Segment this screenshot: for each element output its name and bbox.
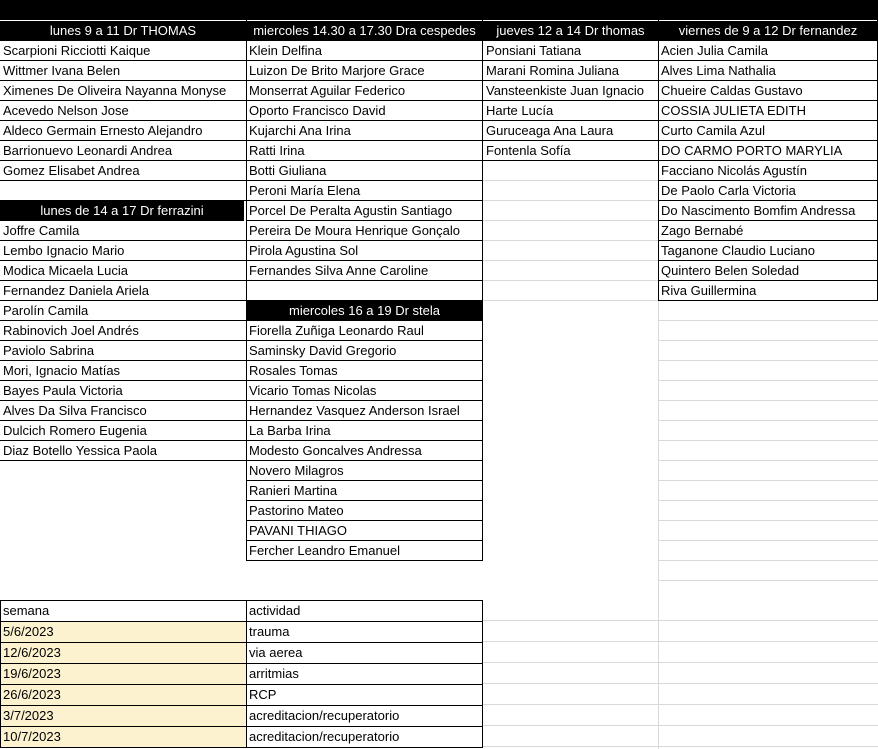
student-cell[interactable]: Kujarchi Ana Irina [246,121,483,141]
grid-line [483,641,878,642]
student-cell[interactable]: Fercher Leandro Emanuel [246,541,483,561]
student-cell[interactable]: Fontenla Sofía [483,141,658,161]
student-cell[interactable]: Ponsiani Tatiana [483,41,658,61]
grid-line [658,320,878,321]
student-cell[interactable]: Acevedo Nelson Jose [0,101,246,121]
schedule-activity-cell[interactable]: acreditacion/recuperatorio [246,706,483,727]
schedule-date-cell[interactable]: 5/6/2023 [0,622,246,643]
column-divider [658,20,659,300]
student-cell[interactable]: DO CARMO PORTO MARYLIA [658,141,878,161]
student-cell[interactable]: Luizon De Brito Marjore Grace [246,61,483,81]
student-cell[interactable]: COSSIA JULIETA EDITH [658,101,878,121]
grid-line [658,360,878,361]
student-cell[interactable]: Marani Romina Juliana [483,61,658,81]
student-cell[interactable]: Rabinovich Joel Andrés [0,321,246,341]
student-cell[interactable]: Diaz Botello Yessica Paola [0,441,246,461]
grid-line [658,440,878,441]
empty-cell[interactable] [246,281,483,301]
grid-line [658,540,878,541]
column-divider [246,20,247,561]
student-cell[interactable]: Dulcich Romero Eugenia [0,421,246,441]
top-black-band [0,0,878,20]
schedule-date-cell[interactable]: 3/7/2023 [0,706,246,727]
grid-line [658,380,878,381]
grid-line [658,480,878,481]
schedule-activity-cell[interactable]: trauma [246,622,483,643]
grid-line [483,200,658,201]
grid-line-vertical [658,300,659,749]
grid-line [658,580,878,581]
grid-line [658,520,878,521]
student-cell[interactable]: Wittmer Ivana Belen [0,61,246,81]
student-cell[interactable]: Saminsky David Gregorio [246,341,483,361]
grid-line [483,746,878,747]
schedule-activity-cell[interactable]: arritmias [246,664,483,685]
grid-line [658,420,878,421]
student-cell[interactable]: Alves Da Silva Francisco [0,401,246,421]
schedule-date-cell[interactable]: 10/7/2023 [0,727,246,748]
grid-line [658,400,878,401]
student-cell[interactable]: Harte Lucía [483,101,658,121]
grid-line [483,704,878,705]
grid-line [483,220,658,221]
student-cell[interactable]: Ximenes De Oliveira Nayanna Monyse [0,81,246,101]
schedule-activity-cell[interactable]: RCP [246,685,483,706]
student-cell[interactable]: Pastorino Mateo [246,501,483,521]
student-cell[interactable]: Acien Julia Camila [658,41,878,61]
student-cell[interactable]: Ranieri Martina [246,481,483,501]
student-cell[interactable]: Facciano Nicolás Agustín [658,161,878,181]
student-cell[interactable]: PAVANI THIAGO [246,521,483,541]
student-cell[interactable]: Hernandez Vasquez Anderson Israel [246,401,483,421]
student-cell[interactable]: Barrionuevo Leonardi Andrea [0,141,246,161]
student-cell[interactable]: Zago Bernabé [658,221,878,241]
student-cell[interactable]: Do Nascimento Bomfim Andressa [658,201,878,221]
student-cell[interactable]: Porcel De Peralta Agustin Santiago [246,201,483,221]
grid-line [483,683,878,684]
group-header: miercoles 14.30 a 17.30 Dra cespedes [246,21,483,41]
schedule-date-cell[interactable]: 26/6/2023 [0,685,246,706]
schedule-date-cell[interactable]: 12/6/2023 [0,643,246,664]
student-cell[interactable]: Novero Milagros [246,461,483,481]
student-cell[interactable]: Ratti Irina [246,141,483,161]
grid-line [658,340,878,341]
schedule-header-week: semana [0,601,246,622]
student-cell[interactable]: Paviolo Sabrina [0,341,246,361]
student-cell[interactable]: Peroni María Elena [246,181,483,201]
student-cell[interactable]: Riva Guillermina [658,281,878,301]
schedule-date-cell[interactable]: 19/6/2023 [0,664,246,685]
student-cell[interactable]: Chueire Caldas Gustavo [658,81,878,101]
student-cell[interactable]: Botti Giuliana [246,161,483,181]
student-cell[interactable]: Taganone Claudio Luciano [658,241,878,261]
group-header: jueves 12 a 14 Dr thomas [483,21,658,41]
student-cell[interactable]: Pirola Agustina Sol [246,241,483,261]
grid-line [483,240,658,241]
grid-line [483,300,658,301]
student-cell[interactable]: Curto Camila Azul [658,121,878,141]
student-cell[interactable]: Parolín Camila [0,301,246,321]
student-cell[interactable]: Joffre Camila [0,221,246,241]
grid-line [483,662,878,663]
group-header: lunes de 14 a 17 Dr ferrazini [0,201,244,221]
schedule-header-activity: actividad [246,601,483,622]
student-cell[interactable]: Fernandes Silva Anne Caroline [246,261,483,281]
schedule-left-border [0,600,1,748]
student-cell[interactable]: De Paolo Carla Victoria [658,181,878,201]
grid-line [483,180,658,181]
student-cell[interactable]: Fiorella Zuñiga Leonardo Raul [246,321,483,341]
student-cell[interactable]: Bayes Paula Victoria [0,381,246,401]
student-cell[interactable]: Modica Micaela Lucia [0,261,246,281]
schedule-activity-cell[interactable]: acreditacion/recuperatorio [246,727,483,748]
student-cell[interactable]: Pereira De Moura Henrique Gonçalo [246,221,483,241]
grid-line [658,500,878,501]
student-cell[interactable]: Alves Lima Nathalia [658,61,878,81]
student-cell[interactable]: Fernandez Daniela Ariela [0,281,246,301]
schedule-divider [246,600,247,748]
student-cell[interactable]: Gomez Elisabet Andrea [0,161,246,181]
grid-line [483,620,878,621]
schedule-divider [482,600,483,748]
student-cell[interactable]: Mori, Ignacio Matías [0,361,246,381]
grid-line [658,560,878,561]
student-cell[interactable]: Vicario Tomas Nicolas [246,381,483,401]
group-header: lunes 9 a 11 Dr THOMAS [0,21,246,41]
empty-cell[interactable] [0,181,246,201]
student-cell[interactable]: La Barba Irina [246,421,483,441]
student-cell[interactable]: Klein Delfina [246,41,483,61]
grid-line [483,725,878,726]
student-cell[interactable]: Guruceaga Ana Laura [483,121,658,141]
student-cell[interactable]: Aldeco Germain Ernesto Alejandro [0,121,246,141]
student-cell[interactable]: Oporto Francisco David [246,101,483,121]
grid-line [658,460,878,461]
student-cell[interactable]: Modesto Goncalves Andressa [246,441,483,461]
grid-line [483,260,658,261]
student-cell[interactable]: Rosales Tomas [246,361,483,381]
student-cell[interactable]: Lembo Ignacio Mario [0,241,246,261]
column-divider [482,20,483,561]
group-header: miercoles 16 a 19 Dr stela [246,301,483,321]
student-cell[interactable]: Quintero Belen Soledad [658,261,878,281]
student-cell[interactable]: Vansteenkiste Juan Ignacio [483,81,658,101]
student-cell[interactable]: Monserrat Aguilar Federico [246,81,483,101]
group-header: viernes de 9 a 12 Dr fernandez [658,21,878,41]
schedule-activity-cell[interactable]: via aerea [246,643,483,664]
grid-line [483,280,658,281]
student-cell[interactable]: Scarpioni Ricciotti Kaique [0,41,246,61]
